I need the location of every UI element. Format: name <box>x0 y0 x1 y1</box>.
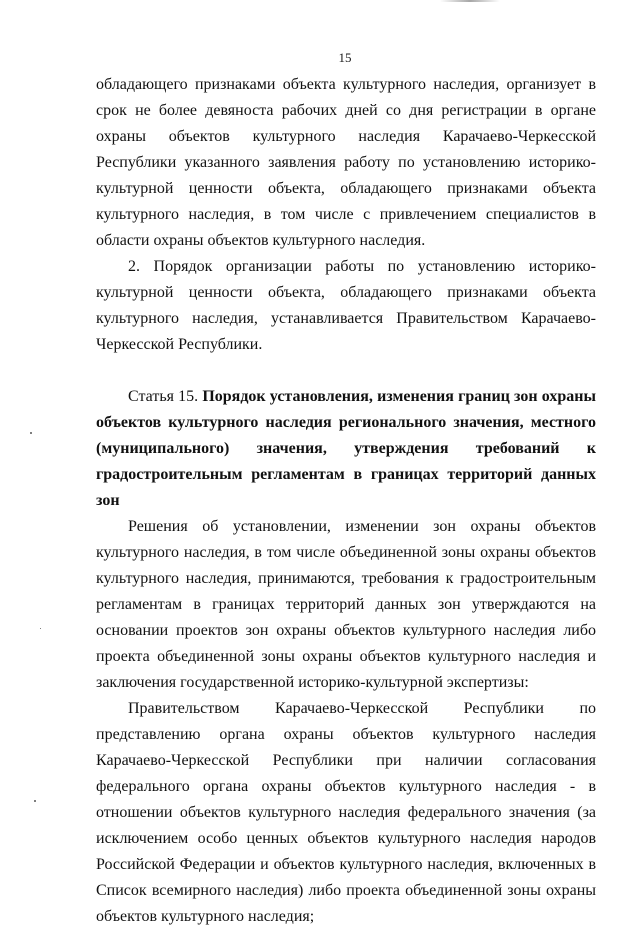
scan-speck <box>34 800 36 802</box>
paragraph-government: Правительством Карачаево-Черкесской Республики по представлению органа охраны объектов культурного наследия Карачаево-Черкесской Республики при наличии согласования федерального органа охраны объектов культурного наследия - в отношении объектов культурного наследия федерального значения (за исключением особо ценных объектов культурного наследия народов Российской Федерации и объектов культурного наследия, включенных в Список всемирного наследия) либо проекта объединенной зоны охраны объектов культурного наследия; <box>96 700 596 925</box>
paragraph-item-2: 2. Порядок организации работы по установлению историко-культурной ценности объекта, обладающего признаками объекта культурного наследия, устанавливается Правительством Карачаево-Черкесской Республики. <box>96 258 596 353</box>
article-heading <box>96 384 596 514</box>
article-label: Статья 15. <box>128 388 199 405</box>
article-title: Порядок установления, изменения границ зон охраны объектов культурного наследия регионального значения, местного (муниципального) значения, утверждения требований к градостроительным регламентам в границах территорий данных зон <box>96 388 596 509</box>
page-number: 15 <box>338 50 352 65</box>
paragraph-continuation: обладающего признаками объекта культурного наследия, организует в срок не более девяноста рабочих дней со дня регистрации в органе охраны объектов культурного наследия Карачаево-Черкесской Республики указанного заявления работу по установлению историко-культурной ценности объекта, обладающего признаками объекта культурного наследия, в том числе с привлечением специалистов в области охраны объектов культурного наследия. <box>96 76 596 249</box>
scan-speck <box>30 432 32 434</box>
scan-speck <box>40 628 41 629</box>
scan-artifact <box>440 0 500 2</box>
paragraph-decisions: Решения об установлении, изменении зон охраны объектов культурного наследия, в том числе объединенной зоны охраны объектов культурного наследия, принимаются, требования к градостроительным регламентам в границах территорий данных зон утверждаются на основании проектов зон охраны объектов культурного наследия либо проекта объединенной зоны охраны объектов культурного наследия и заключения государственной историко-культурной экспертизы: <box>96 518 596 691</box>
document-body <box>96 72 596 930</box>
